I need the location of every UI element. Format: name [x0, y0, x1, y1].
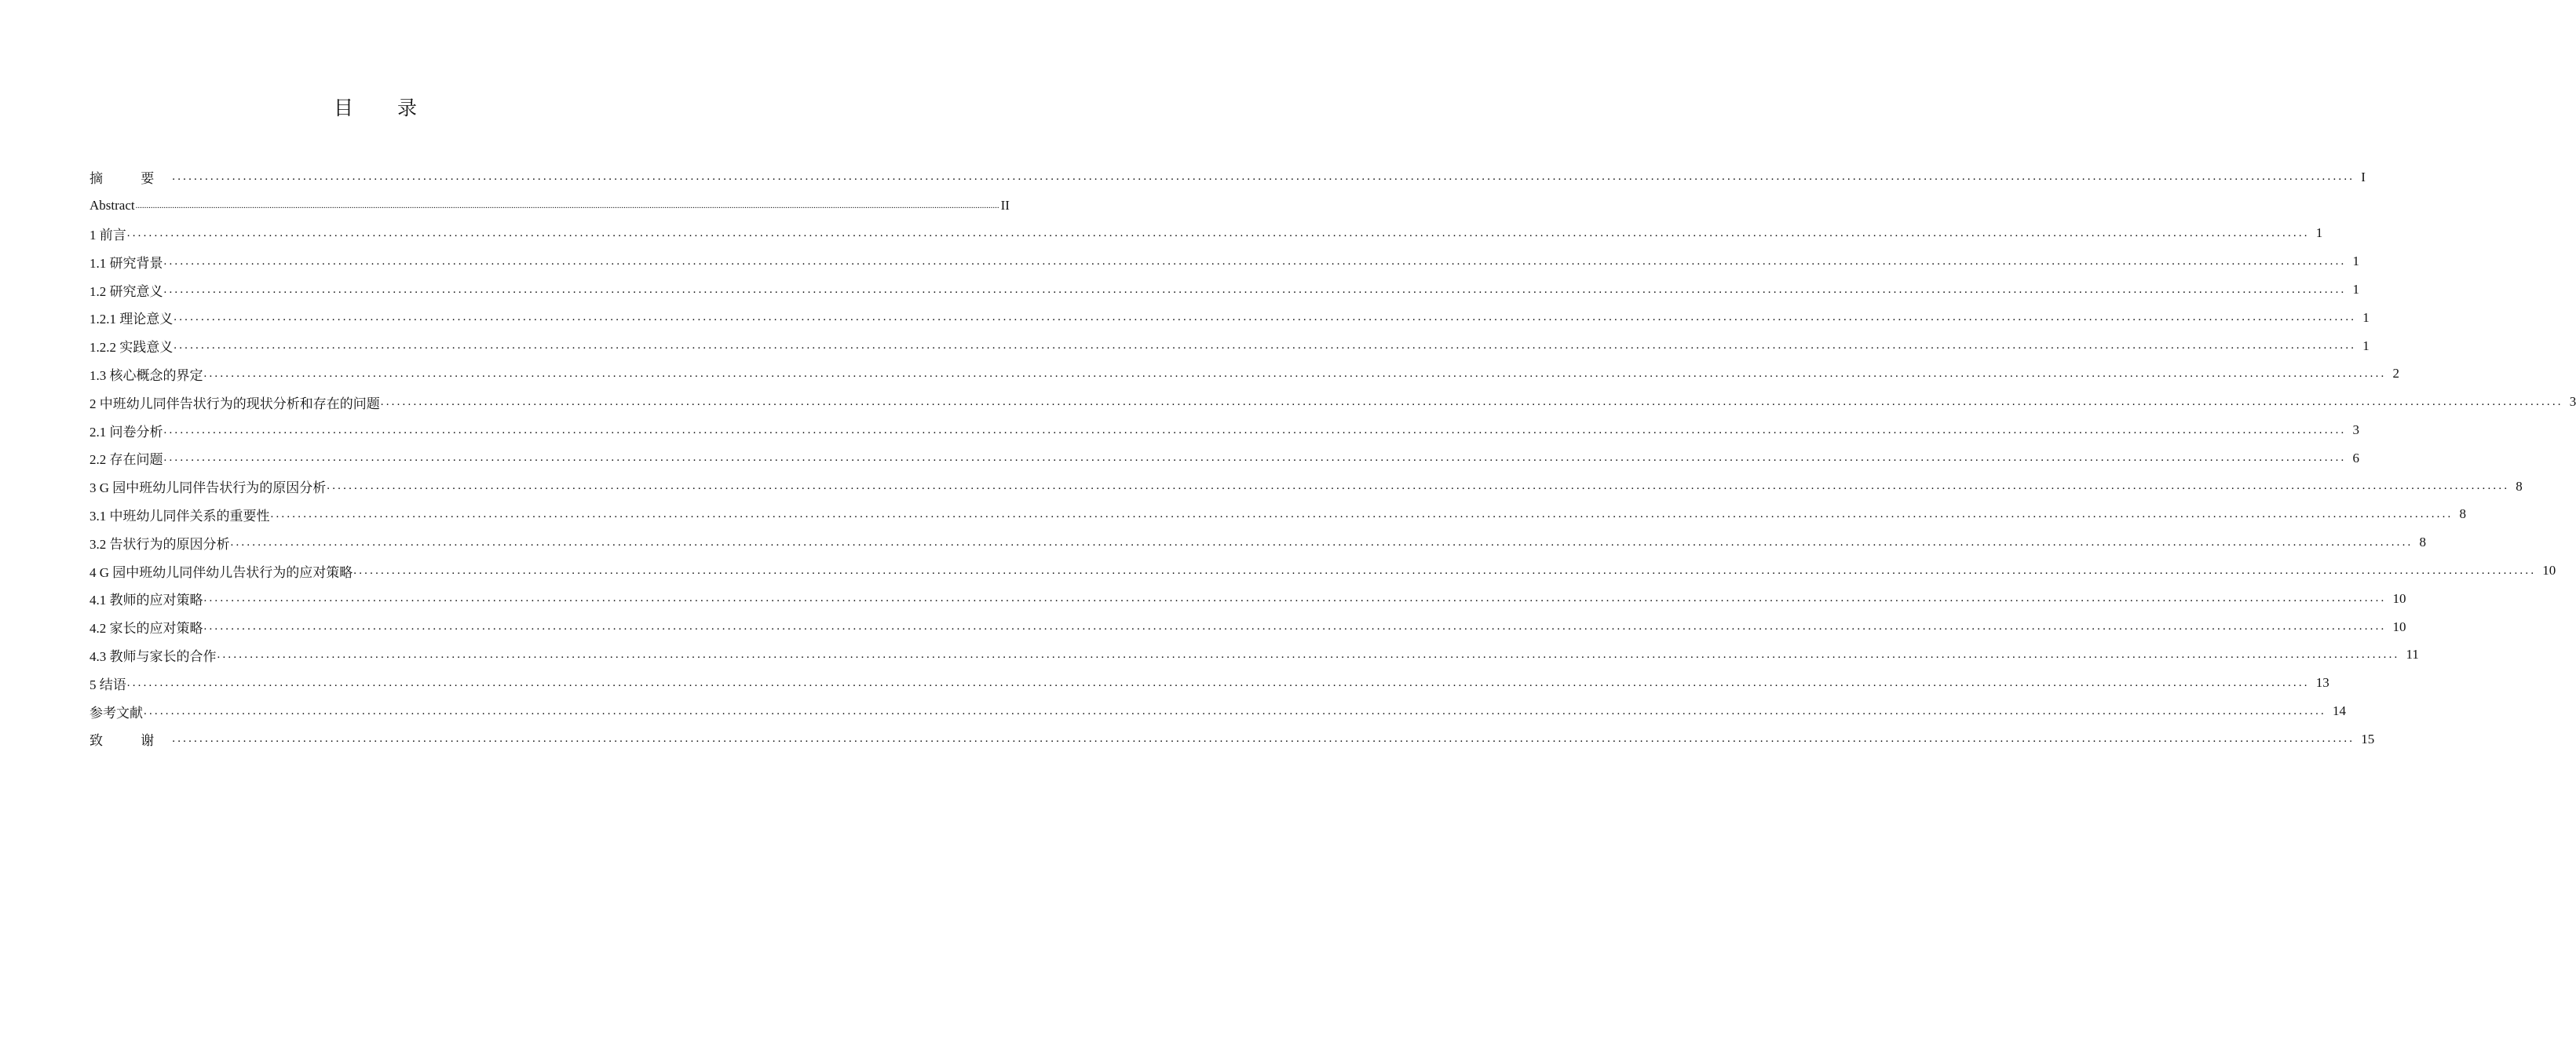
toc-entry-page-number: 10	[2392, 619, 2406, 634]
toc-entry-page-number: 13	[2315, 675, 2329, 691]
toc-entry[interactable]	[90, 501, 2466, 529]
toc-entry[interactable]	[90, 669, 2329, 697]
toc-entry[interactable]	[90, 613, 2406, 641]
toc-entry-label: 1 前言	[90, 227, 126, 243]
toc-entry-page-number: 3	[2352, 422, 2359, 438]
toc-leader-dots: ................................................................................................................................................................................................................................................................................................................................................................................................................	[163, 254, 2347, 268]
toc-entry-label: 4.1 教师的应对策略	[90, 593, 203, 608]
toc-leader-dots: ................................................................................................................................................................................................................................................................................................................................................................................................................	[126, 676, 2310, 689]
toc-leader-dots: ................................................................................................................................................................................................................................................................................................................................................................................................................	[327, 480, 2510, 493]
toc-entry-label: 4.2 家长的应对策略	[90, 621, 203, 637]
toc-entry-label: 1.3 核心概念的界定	[90, 367, 203, 383]
toc-entry[interactable]	[90, 557, 2556, 585]
toc-entry-page-number: 14	[2333, 703, 2346, 719]
toc-leader-dots: ................................................................................................................................................................................................................................................................................................................................................................................................................	[203, 592, 2387, 605]
toc-entry-label: 4 G 园中班幼儿同伴幼儿告状行为的应对策略	[90, 564, 353, 580]
toc-entry-page-number: 15	[2361, 731, 2375, 747]
toc-leader-dots: ................................................................................................................................................................................................................................................................................................................................................................................................................	[380, 395, 2563, 408]
toc-leader-dots: ................................................................................................................................................................................................................................................................................................................................................................................................................	[353, 564, 2537, 577]
toc-entry[interactable]	[90, 725, 2375, 754]
toc-leader-dots: ................................................................................................................................................................................................................................................................................................................................................................................................................	[270, 507, 2454, 520]
toc-entry-label: Abstract	[90, 197, 135, 213]
toc-entry[interactable]	[90, 528, 2426, 557]
toc-entry-page-number: 11	[2406, 647, 2419, 663]
toc-entry-label: 2.2 存在问题	[90, 452, 163, 468]
toc-entry-label: 1.2.1 理论意义	[90, 312, 174, 327]
toc-entry-page-number: 10	[2542, 563, 2556, 579]
toc-entry[interactable]	[90, 332, 2370, 360]
toc-leader-dots: ................................................................................................................................................................................................................................................................................................................................................................................................................	[163, 423, 2347, 436]
toc-leader-dots: ................................................................................................................................................................................................................................................................................................................................................................................................................	[217, 648, 2400, 661]
toc-entry-page-number: 8	[2516, 478, 2523, 494]
toc-entry-label: 1.1 研究背景	[90, 255, 163, 271]
toc-leader-dots: ................................................................................................................................................................................................................................................................................................................................................................................................................	[126, 226, 2310, 239]
toc-leader-dots: ................................................................................................................................................................................................................................................................................................................................................................................................................	[174, 339, 2357, 352]
toc-entry[interactable]	[90, 360, 2399, 389]
toc-leader-dots: ................................................................................................................................................................................................................................................................................................................................................................................................................	[174, 311, 2357, 324]
toc-entry[interactable]	[90, 163, 2366, 192]
toc-entry[interactable]	[90, 192, 1010, 220]
toc-entry-label: 2.1 问卷分析	[90, 424, 163, 440]
toc-entry-page-number: 10	[2392, 590, 2406, 606]
toc-entry-label: 4.3 教师与家长的合作	[90, 648, 217, 664]
toc-leader-dots: ................................................................................................................................................................................................................................................................................................................................................................................................................	[163, 451, 2347, 465]
toc-leader-dots: ................................................................................................................................................................................................................................................................................................................................................................................................................	[135, 200, 999, 210]
toc-entry-page-number: 3	[2569, 394, 2576, 410]
toc-entry-label: 3.2 告状行为的原因分析	[90, 536, 230, 552]
toc-entry[interactable]	[90, 416, 2359, 444]
toc-entry[interactable]	[90, 585, 2406, 613]
toc-leader-dots: ................................................................................................................................................................................................................................................................................................................................................................................................................	[144, 704, 2326, 717]
toc-leader-dots: ................................................................................................................................................................................................................................................................................................................................................................................................................	[203, 620, 2387, 633]
toc-entry-page-number: 1	[2362, 338, 2370, 353]
toc-entry-page-number: 1	[2352, 254, 2359, 269]
toc-entry[interactable]	[90, 388, 2576, 416]
toc-entry[interactable]	[90, 473, 2523, 501]
toc-entry-label: 3.1 中班幼儿同伴关系的重要性	[90, 508, 270, 524]
toc-entry[interactable]	[90, 276, 2359, 304]
toc-entry[interactable]	[90, 697, 2346, 725]
toc-entry-page-number: 2	[2392, 366, 2399, 381]
toc-entry[interactable]	[90, 304, 2370, 332]
toc-entry-label: 2 中班幼儿同伴告状行为的现状分析和存在的问题	[90, 396, 380, 411]
toc-entry-label: 3 G 园中班幼儿同伴告状行为的原因分析	[90, 480, 327, 496]
toc-leader-dots: ................................................................................................................................................................................................................................................................................................................................................................................................................	[163, 283, 2347, 296]
toc-entry-page-number: 1	[2362, 309, 2370, 325]
toc-leader-dots: ................................................................................................................................................................................................................................................................................................................................................................................................................	[172, 170, 2355, 184]
toc-entry-label: 1.2 研究意义	[90, 283, 163, 299]
toc-entry-page-number: 6	[2352, 450, 2359, 465]
toc-entry[interactable]	[90, 641, 2419, 670]
toc-entry-label: 摘 要	[90, 171, 172, 187]
page-title: 目 录	[334, 97, 436, 119]
toc-entry-page-number: I	[2361, 169, 2366, 184]
toc-entry-label: 致 谢	[90, 733, 172, 749]
toc-entry-page-number: 8	[2459, 506, 2466, 522]
toc-leader-dots: ................................................................................................................................................................................................................................................................................................................................................................................................................	[230, 535, 2413, 549]
toc-leader-dots: ................................................................................................................................................................................................................................................................................................................................................................................................................	[172, 732, 2355, 746]
toc-entry-page-number: II	[1000, 197, 1010, 213]
toc-entry-page-number: 8	[2419, 535, 2426, 550]
toc-entry-page-number: 1	[2315, 225, 2323, 241]
toc-entry-label: 参考文献	[90, 705, 143, 721]
toc-entry-label: 5 结语	[90, 677, 126, 692]
table-of-contents	[90, 163, 2576, 754]
toc-entry[interactable]	[90, 220, 2323, 248]
toc-entry-label: 1.2.2 实践意义	[90, 340, 174, 356]
toc-entry-page-number: 1	[2352, 282, 2359, 298]
toc-leader-dots: ................................................................................................................................................................................................................................................................................................................................................................................................................	[203, 367, 2387, 380]
toc-entry[interactable]	[90, 247, 2359, 276]
toc-entry[interactable]	[90, 444, 2359, 473]
